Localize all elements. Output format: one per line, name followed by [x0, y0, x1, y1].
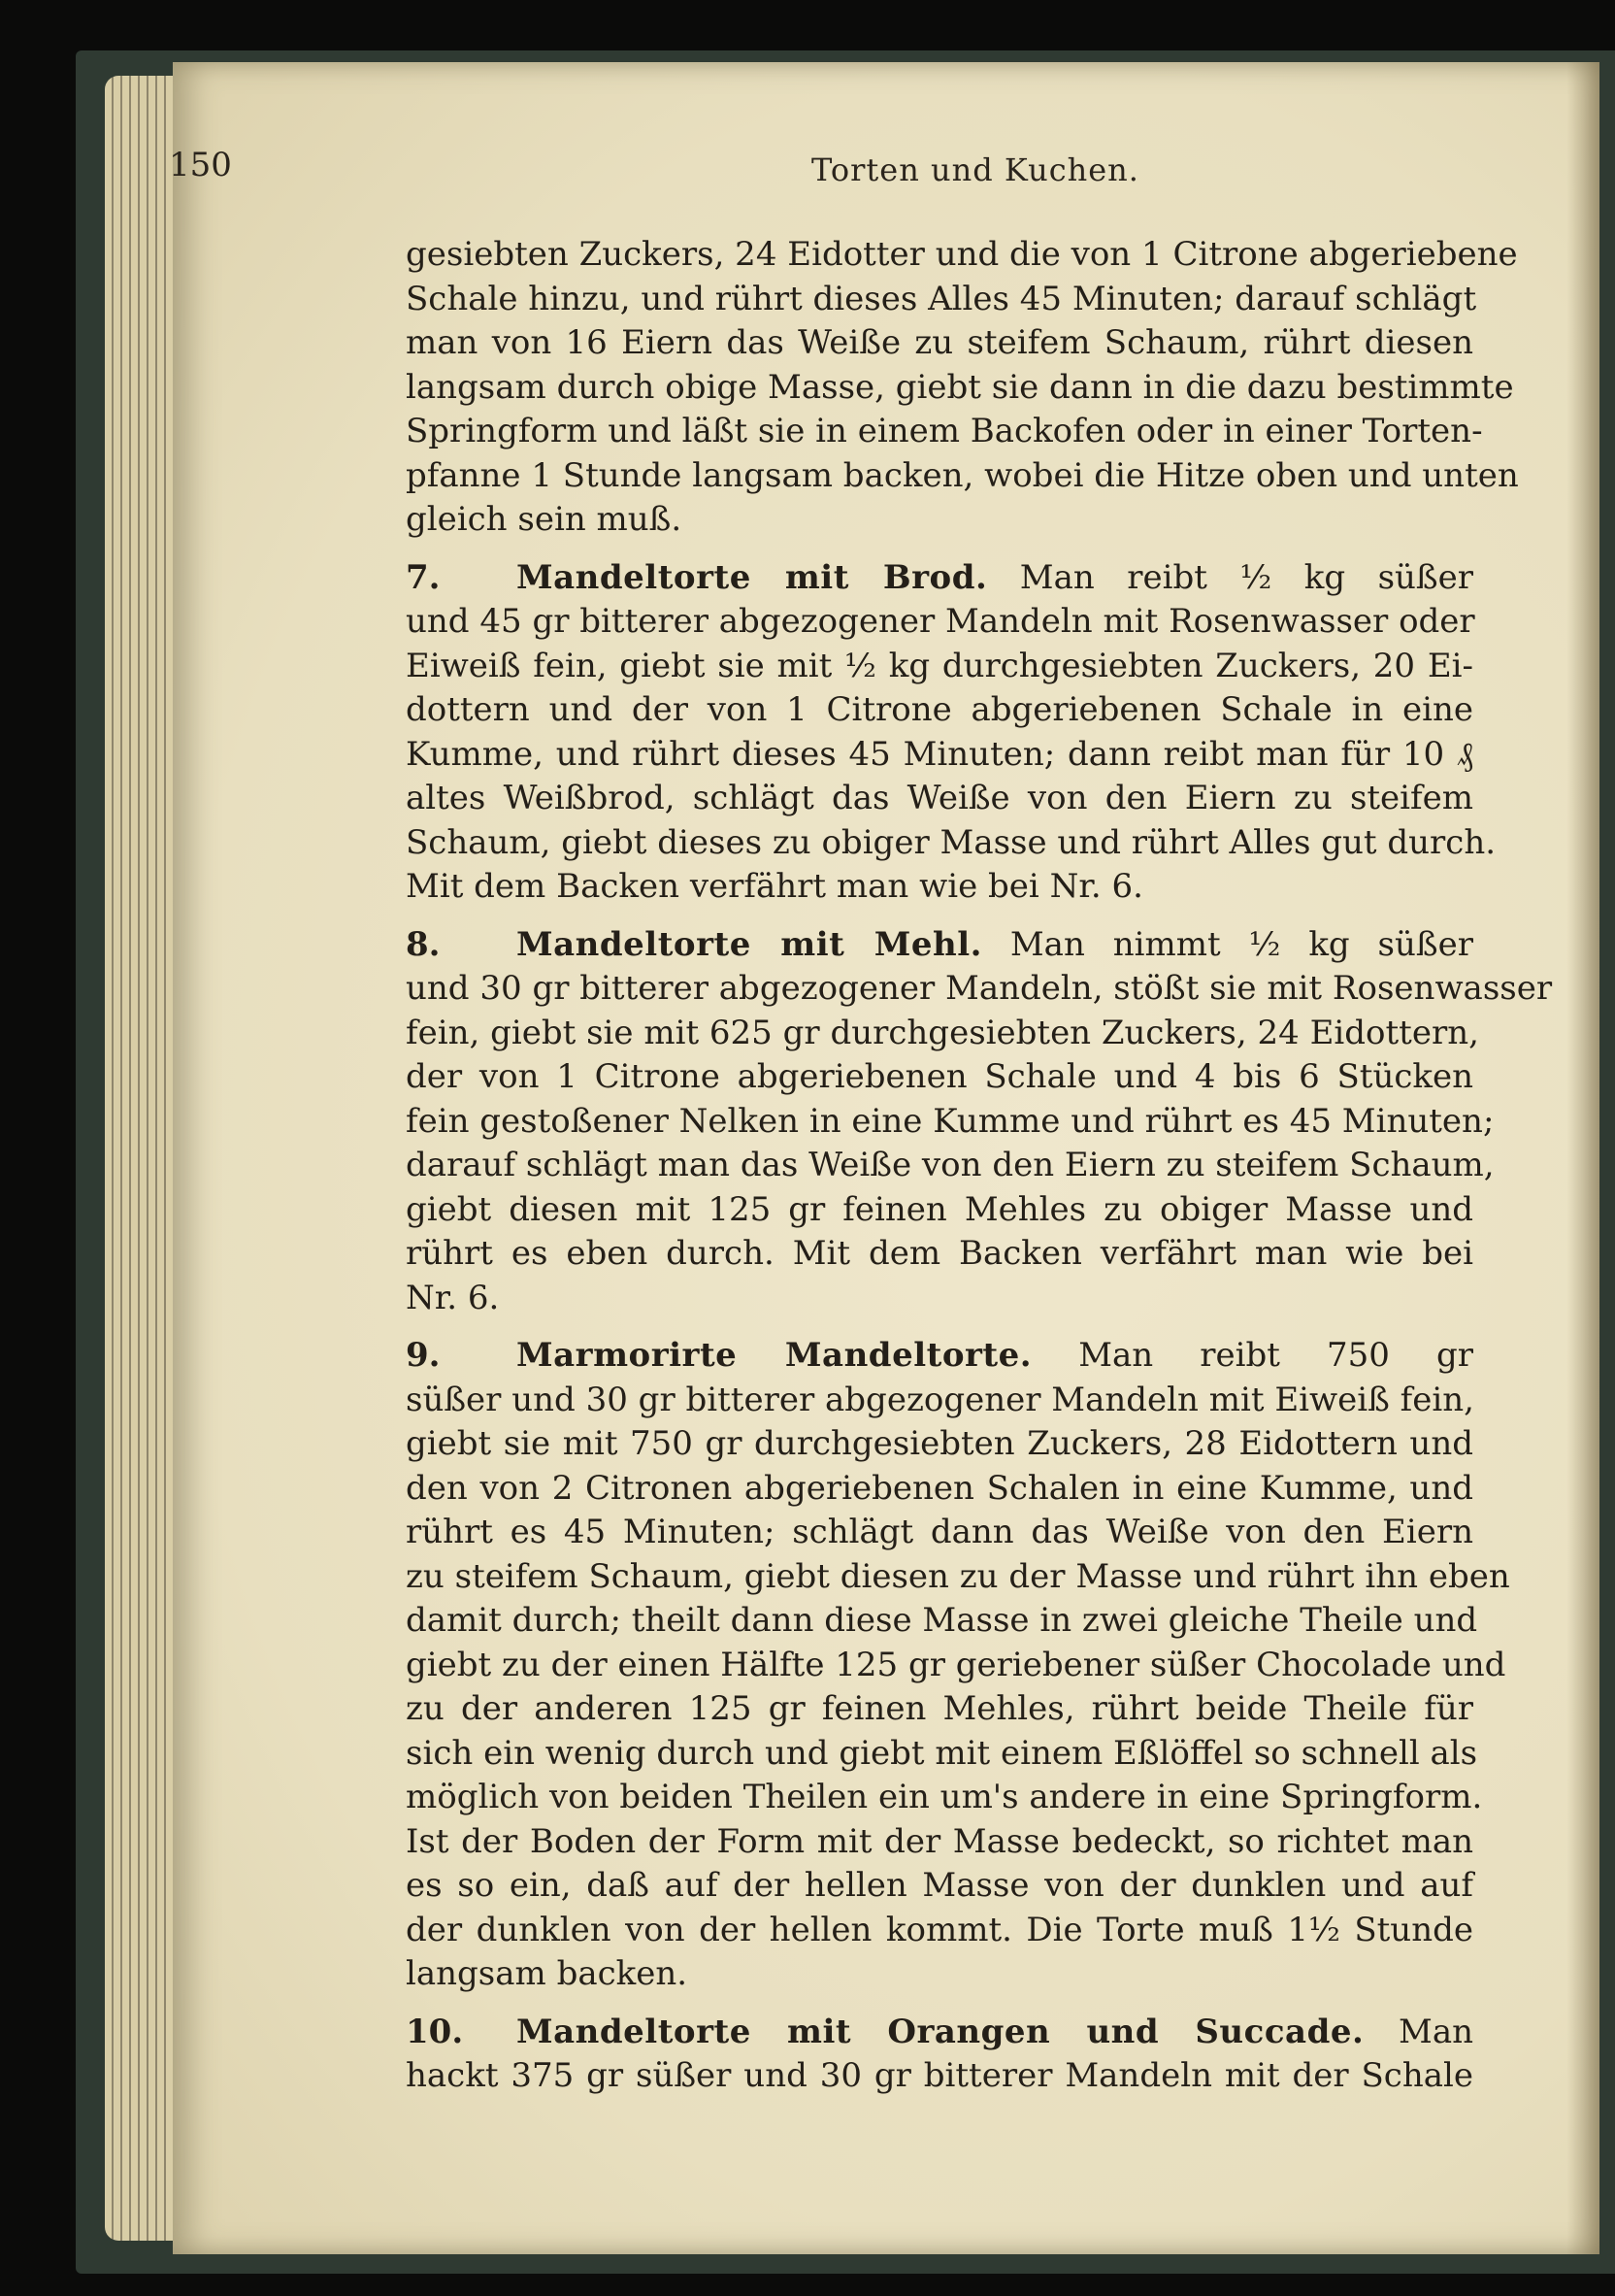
text-line: Schale hinzu, und rührt dieses Alles 45 Minuten; darauf schlägt [406, 279, 1477, 318]
recipe-number: 8. [406, 924, 441, 964]
text-line: gleich sein muß. [406, 500, 682, 539]
recipe-heading-line [406, 923, 1473, 968]
text-line: möglich von beiden Theilen ein um's andere in eine Springform. [406, 1778, 1483, 1816]
text-line: giebt zu der einen Hälfte 125 gr geriebener süßer Chocolade und [406, 1645, 1506, 1684]
text-line: der dunklen von der hellen kommt. Die Torte muß 1½ Stunde [406, 1910, 1473, 1949]
page-body [406, 233, 1553, 2099]
text-line: Kumme, und rührt dieses 45 Minuten; dann reibt man für 10 ₰ [406, 734, 1473, 774]
text-segment: Man [1399, 2012, 1473, 2051]
recipe-number: 10. [406, 2012, 464, 2051]
text-line: Nr. 6. [406, 1278, 500, 1317]
recipe-9 [406, 1334, 1510, 1997]
recipe-10 [406, 2011, 1473, 2099]
text-line: rührt es 45 Minuten; schlägt dann das Weiße von den Eiern [406, 1513, 1473, 1551]
text-line: den von 2 Citronen abgeriebenen Schalen in eine Kumme, und [406, 1468, 1473, 1508]
recipe-heading-line [406, 1334, 1473, 1379]
text-line: langsam durch obige Masse, giebt sie dann in die dazu bestimmte [406, 367, 1514, 407]
recipe-heading-line [406, 2011, 1473, 2055]
text-segment: Man reibt 750 gr [1078, 1336, 1474, 1375]
text-segment: Man reibt ½ kg süßer [1019, 557, 1473, 597]
text-line: und 30 gr bitterer abgezogener Mandeln, stößt sie mit Rosenwasser [406, 969, 1553, 1008]
text-line: Springform und läßt sie in einem Backofen oder in einer Torten- [406, 412, 1483, 450]
text-line: sich ein wenig durch und giebt mit einem Eßlöffel so schnell als [406, 1733, 1478, 1773]
text-line: darauf schlägt man das Weiße von den Eiern zu steifem Schaum, [406, 1146, 1495, 1184]
text-line: fein, giebt sie mit 625 gr durchgesiebten Zuckers, 24 Eidottern, [406, 1013, 1479, 1052]
text-line: zu steifem Schaum, giebt diesen zu der Masse und rührt ihn eben [406, 1556, 1510, 1596]
text-line: der von 1 Citrone abgeriebenen Schale und 4 bis 6 Stücken [406, 1057, 1473, 1096]
text-line: Mit dem Backen verfährt man wie bei Nr. 6. [406, 867, 1143, 906]
recipe-title: Mandeltorte mit Orangen und Succade. [516, 2012, 1365, 2051]
recipe-number: 7. [406, 557, 441, 597]
text-line: zu der anderen 125 gr feinen Mehles, rührt beide Theile für [406, 1689, 1473, 1728]
intro-paragraph [406, 233, 1519, 543]
text-line: altes Weißbrod, schlägt das Weiße von den Eiern zu steifem [406, 779, 1473, 817]
text-line: Ist der Boden der Form mit der Masse bedeckt, so richtet man [406, 1821, 1473, 1861]
text-line: hackt 375 gr süßer und 30 gr bitterer Mandeln mit der Schale [406, 2056, 1473, 2095]
text-line: gesiebten Zuckers, 24 Eidotter und die von 1 Citrone abgeriebene [406, 235, 1518, 274]
gutter-shadow [1566, 62, 1599, 2254]
text-line: man von 16 Eiern das Weiße zu steifem Schaum, rührt diesen [406, 323, 1473, 362]
running-title: Torten und Kuchen. [811, 151, 1139, 188]
recipe-heading-line [406, 556, 1473, 601]
recipe-7 [406, 556, 1497, 910]
text-line: pfanne 1 Stunde langsam backen, wobei die Hitze oben und unten [406, 455, 1519, 495]
page-number: 150 [169, 146, 232, 184]
text-segment: Man nimmt ½ kg süßer [1009, 924, 1473, 964]
text-line: es so ein, daß auf der hellen Masse von der dunklen und auf [406, 1866, 1473, 1905]
recipe-8 [406, 923, 1553, 1321]
text-line: giebt sie mit 750 gr durchgesiebten Zuckers, 28 Eidottern und [406, 1424, 1473, 1463]
text-line: süßer und 30 gr bitterer abgezogener Mandeln mit Eiweiß fein, [406, 1380, 1474, 1419]
text-line: langsam backen. [406, 1954, 688, 1993]
text-line: und 45 gr bitterer abgezogener Mandeln mit Rosenwasser oder [406, 602, 1475, 641]
text-line: Eiweiß fein, giebt sie mit ½ kg durchgesiebten Zuckers, 20 Ei- [406, 646, 1473, 685]
text-line: Schaum, giebt dieses zu obiger Masse und rührt Alles gut durch. [406, 822, 1497, 862]
text-line: dottern und der von 1 Citrone abgeriebenen Schale in eine [406, 690, 1473, 729]
recipe-title: Mandeltorte mit Brod. [516, 557, 988, 597]
text-line: giebt diesen mit 125 gr feinen Mehles zu obiger Masse und [406, 1189, 1473, 1229]
recipe-title: Mandeltorte mit Mehl. [516, 924, 982, 964]
text-line: fein gestoßener Nelken in eine Kumme und rührt es 45 Minuten; [406, 1101, 1495, 1141]
recipe-number: 9. [406, 1336, 441, 1375]
text-line: damit durch; theilt dann diese Masse in zwei gleiche Theile und [406, 1601, 1478, 1640]
recipe-title: Marmorirte Mandeltorte. [516, 1336, 1033, 1375]
text-line: rührt es eben durch. Mit dem Backen verfährt man wie bei [406, 1234, 1473, 1273]
